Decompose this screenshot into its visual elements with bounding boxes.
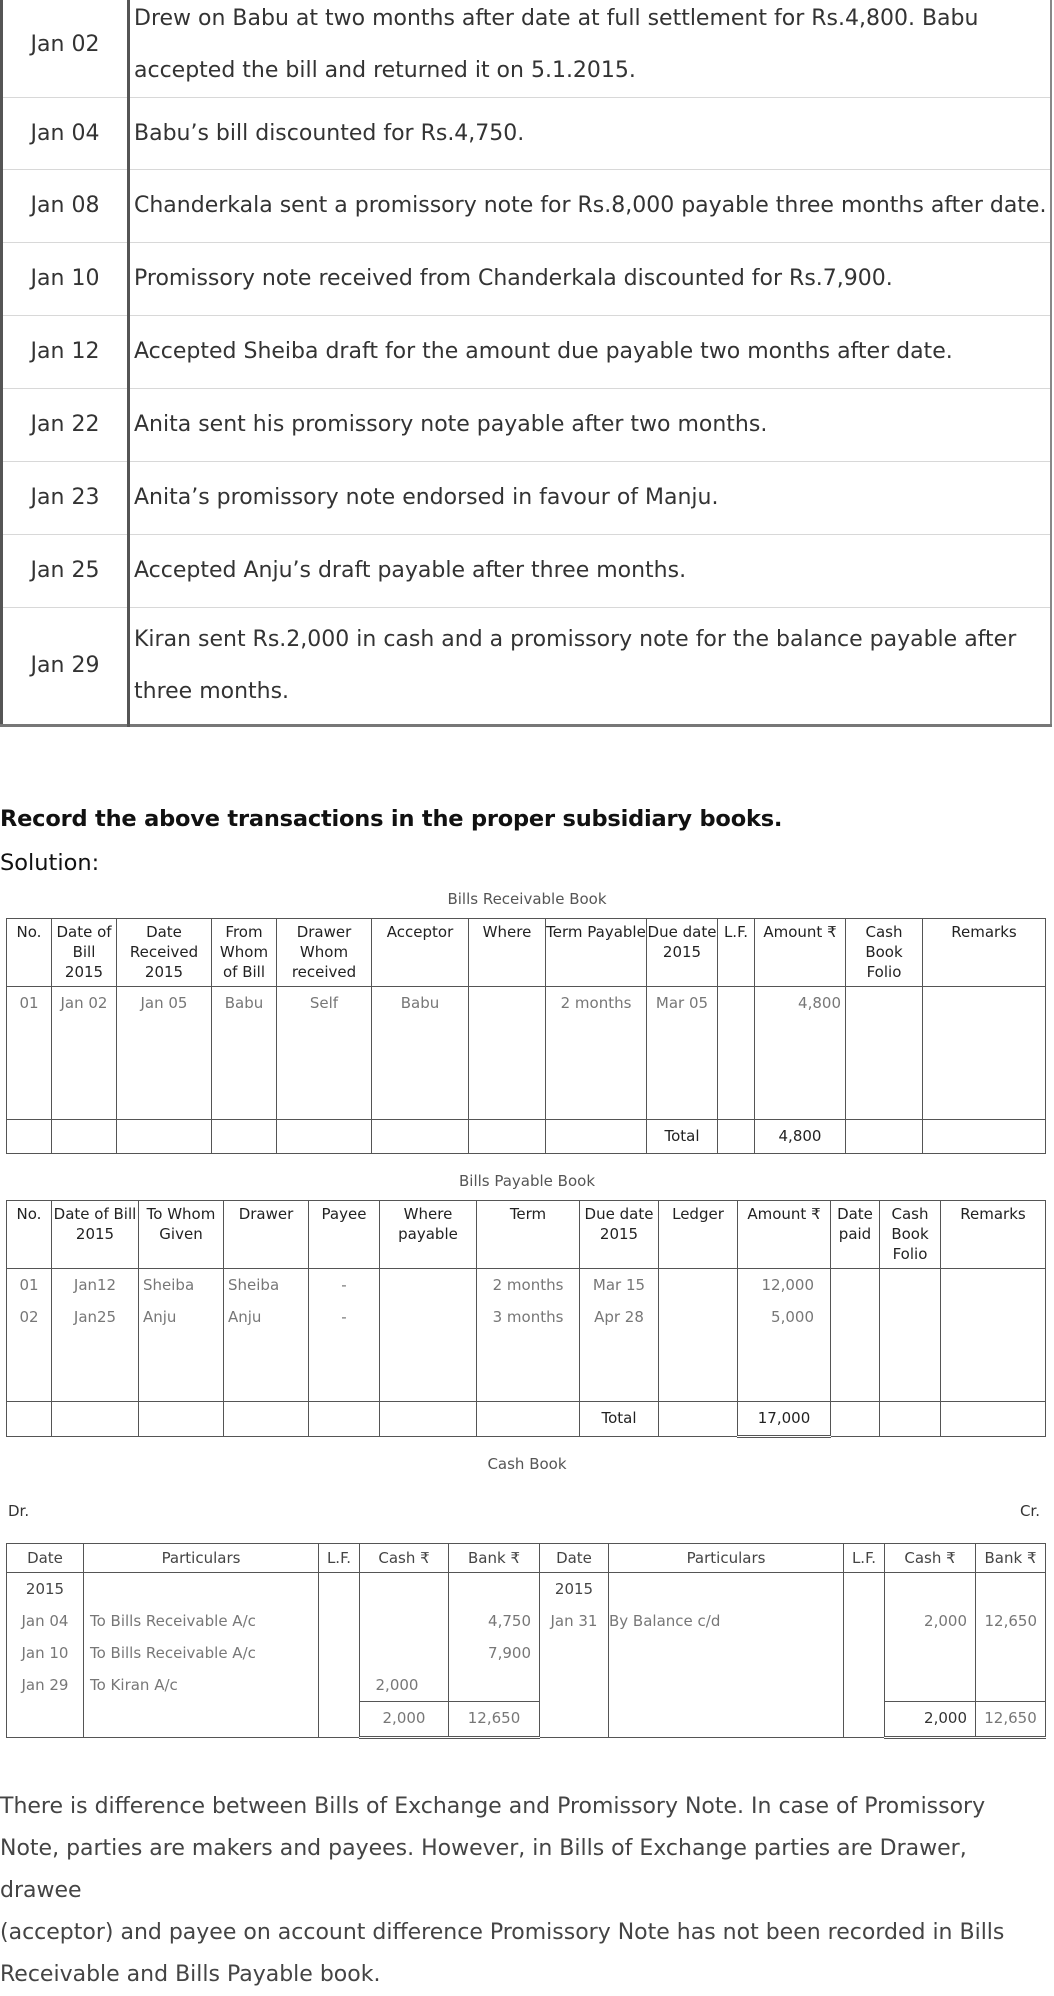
col-header: Date paid xyxy=(831,1201,880,1269)
col-header: Date xyxy=(7,1544,84,1573)
cell-amount: 4,800 xyxy=(755,987,846,1120)
cell-where xyxy=(380,1269,477,1402)
transaction-row xyxy=(2,0,1052,98)
total-amount: 17,000 xyxy=(738,1402,831,1437)
credit-label: Cr. xyxy=(1019,1502,1040,1520)
transaction-row xyxy=(2,243,1052,316)
cell-where xyxy=(469,987,546,1120)
dr-cash: 2,000 xyxy=(360,1669,449,1702)
col-header: Due date 2015 xyxy=(580,1201,659,1269)
totals-row xyxy=(7,1702,1046,1738)
bills-payable-table xyxy=(6,1200,1046,1438)
cell-term: 2 months 3 months xyxy=(477,1269,580,1402)
cell-drawer: Self xyxy=(277,987,372,1120)
cell-due: Mar 05 xyxy=(647,987,718,1120)
col-header: Drawer Whom received xyxy=(277,919,372,987)
total-row xyxy=(7,1120,1046,1154)
col-header: Term xyxy=(477,1201,580,1269)
bpb-caption: Bills Payable Book xyxy=(458,1172,596,1190)
cell-date-bill: Jan 02 xyxy=(52,987,117,1120)
cr-date: Jan 31 xyxy=(540,1605,609,1637)
col-header: Date Received 2015 xyxy=(117,919,212,987)
cash-book-table xyxy=(6,1543,1046,1739)
col-header: Where xyxy=(469,919,546,987)
cr-particulars: By Balance c/d xyxy=(609,1605,844,1637)
col-header: Remarks xyxy=(923,919,1046,987)
col-header: Ledger xyxy=(659,1201,738,1269)
explanation-paragraph: There is difference between Bills of Exchange and Promissory Note. In case of Promissory Note, parties are makers and payees. However, in Bills of Exchange parties are Drawer, drawee (acceptor) and payee on account difference Promissory Note has not been recorded in Bills Receivable and Bills Payable book. xyxy=(0,1794,1005,1987)
transaction-row xyxy=(2,98,1052,170)
bills-receivable-table xyxy=(6,918,1046,1154)
dr-bank-total: 12,650 xyxy=(449,1702,540,1738)
cell-acceptor: Babu xyxy=(372,987,469,1120)
transaction-date: Jan 08 xyxy=(2,170,129,243)
year: 2015 xyxy=(540,1573,609,1606)
year-row xyxy=(7,1573,1046,1606)
col-header: From Whom of Bill xyxy=(212,919,277,987)
transaction-date: Jan 22 xyxy=(2,389,129,462)
dr-particulars: To Bills Receivable A/c xyxy=(84,1637,319,1669)
transaction-text: Promissory note received from Chanderkala discounted for Rs.7,900. xyxy=(129,243,1052,316)
cell-due: Mar 15 Apr 28 xyxy=(580,1269,659,1402)
col-header: No. xyxy=(7,919,52,987)
cell-no: 01 xyxy=(7,987,52,1120)
col-header: Payee xyxy=(309,1201,380,1269)
cell-folio xyxy=(846,987,923,1120)
cell-remarks xyxy=(941,1269,1046,1402)
dr-particulars: To Kiran A/c xyxy=(84,1669,319,1702)
table-row xyxy=(7,1637,1046,1669)
cash-book-caption: Cash Book xyxy=(487,1455,567,1473)
transaction-date: Jan 10 xyxy=(2,243,129,316)
transaction-text: Babu’s bill discounted for Rs.4,750. xyxy=(129,98,1052,170)
transaction-date: Jan 29 xyxy=(2,608,129,726)
col-header: L.F. xyxy=(844,1544,885,1573)
transaction-row xyxy=(2,316,1052,389)
cell-ledger xyxy=(659,1269,738,1402)
transaction-row xyxy=(2,535,1052,608)
table-row xyxy=(7,1669,1046,1702)
dr-date: Jan 10 xyxy=(7,1637,84,1669)
question-text: Record the above transactions in the proper subsidiary books. xyxy=(0,806,783,832)
col-header: L.F. xyxy=(319,1544,360,1573)
col-header: Bank ₹ xyxy=(449,1544,540,1573)
total-row xyxy=(7,1402,1046,1437)
col-header: Date of Bill 2015 xyxy=(52,919,117,987)
col-header: Particulars xyxy=(84,1544,319,1573)
cell-date-received: Jan 05 xyxy=(117,987,212,1120)
cr-cash-total: 2,000 xyxy=(885,1702,976,1738)
dr-bank: 7,900 xyxy=(449,1637,540,1669)
col-header: Bank ₹ xyxy=(976,1544,1046,1573)
col-header: Cash ₹ xyxy=(360,1544,449,1573)
col-header: Cash ₹ xyxy=(885,1544,976,1573)
dr-date: Jan 29 xyxy=(7,1669,84,1702)
header-row xyxy=(7,1544,1046,1573)
dr-particulars: To Bills Receivable A/c xyxy=(84,1605,319,1637)
transaction-text: Kiran sent Rs.2,000 in cash and a promissory note for the balance payable after three months. xyxy=(129,608,1052,726)
transaction-text: Accepted Anju’s draft payable after three months. xyxy=(129,535,1052,608)
col-header: Cash Book Folio xyxy=(846,919,923,987)
col-header: Cash Book Folio xyxy=(880,1201,941,1269)
transaction-text: Drew on Babu at two months after date at full settlement for Rs.4,800. Babu accepted the bill and returned it on 5.1.2015. xyxy=(129,0,1052,98)
cell-date: Jan12 Jan25 xyxy=(52,1269,139,1402)
transaction-date: Jan 25 xyxy=(2,535,129,608)
brb-caption: Bills Receivable Book xyxy=(447,890,607,908)
col-header: Due date 2015 xyxy=(647,919,718,987)
cell-folio xyxy=(880,1269,941,1402)
col-header: Drawer xyxy=(224,1201,309,1269)
col-header: Date xyxy=(540,1544,609,1573)
debit-label: Dr. xyxy=(8,1502,30,1520)
dr-date: Jan 04 xyxy=(7,1605,84,1637)
cell-remarks xyxy=(923,987,1046,1120)
cr-bank-total: 12,650 xyxy=(976,1702,1046,1738)
table-row xyxy=(7,1269,1046,1402)
col-header: To Whom Given xyxy=(139,1201,224,1269)
cell-payee: - - xyxy=(309,1269,380,1402)
transaction-date: Jan 23 xyxy=(2,462,129,535)
col-header: Term Payable xyxy=(546,919,647,987)
year: 2015 xyxy=(7,1573,84,1606)
transaction-text: Chanderkala sent a promissory note for Rs.8,000 payable three months after date. xyxy=(129,170,1052,243)
transaction-date: Jan 12 xyxy=(2,316,129,389)
total-amount: 4,800 xyxy=(755,1120,846,1154)
dr-cash xyxy=(360,1605,449,1637)
solution-label: Solution: xyxy=(0,850,100,876)
col-header: Date of Bill 2015 xyxy=(52,1201,139,1269)
col-header: Particulars xyxy=(609,1544,844,1573)
dr-bank: 4,750 xyxy=(449,1605,540,1637)
cell-date-paid xyxy=(831,1269,880,1402)
col-header: Acceptor xyxy=(372,919,469,987)
transaction-row xyxy=(2,170,1052,243)
dr-cash-total: 2,000 xyxy=(360,1702,449,1738)
table-row xyxy=(7,987,1046,1120)
total-label: Total xyxy=(647,1120,718,1154)
dr-bank xyxy=(449,1669,540,1702)
cr-bank: 12,650 xyxy=(976,1605,1046,1637)
transactions-table xyxy=(0,0,1052,727)
cell-to-whom: Sheiba Anju xyxy=(139,1269,224,1402)
col-header: Remarks xyxy=(941,1201,1046,1269)
transaction-date: Jan 04 xyxy=(2,98,129,170)
total-label: Total xyxy=(580,1402,659,1437)
transaction-date: Jan 02 xyxy=(2,0,129,98)
col-header: L.F. xyxy=(718,919,755,987)
cell-amount: 12,000 5,000 xyxy=(738,1269,831,1402)
cell-from: Babu xyxy=(212,987,277,1120)
table-row xyxy=(7,1605,1046,1637)
col-header: Where payable xyxy=(380,1201,477,1269)
dr-cash xyxy=(360,1637,449,1669)
header-row xyxy=(7,919,1046,987)
cell-term: 2 months xyxy=(546,987,647,1120)
transaction-text: Anita’s promissory note endorsed in favour of Manju. xyxy=(129,462,1052,535)
cr-cash: 2,000 xyxy=(885,1605,976,1637)
cell-no: 01 02 xyxy=(7,1269,52,1402)
transaction-row xyxy=(2,608,1052,726)
transaction-text: Accepted Sheiba draft for the amount due payable two months after date. xyxy=(129,316,1052,389)
transaction-row xyxy=(2,389,1052,462)
header-row xyxy=(7,1201,1046,1269)
transaction-row xyxy=(2,462,1052,535)
col-header: Amount ₹ xyxy=(738,1201,831,1269)
col-header: Amount ₹ xyxy=(755,919,846,987)
col-header: No. xyxy=(7,1201,52,1269)
cell-lf xyxy=(718,987,755,1120)
cell-drawer: Sheiba Anju xyxy=(224,1269,309,1402)
transaction-text: Anita sent his promissory note payable after two months. xyxy=(129,389,1052,462)
